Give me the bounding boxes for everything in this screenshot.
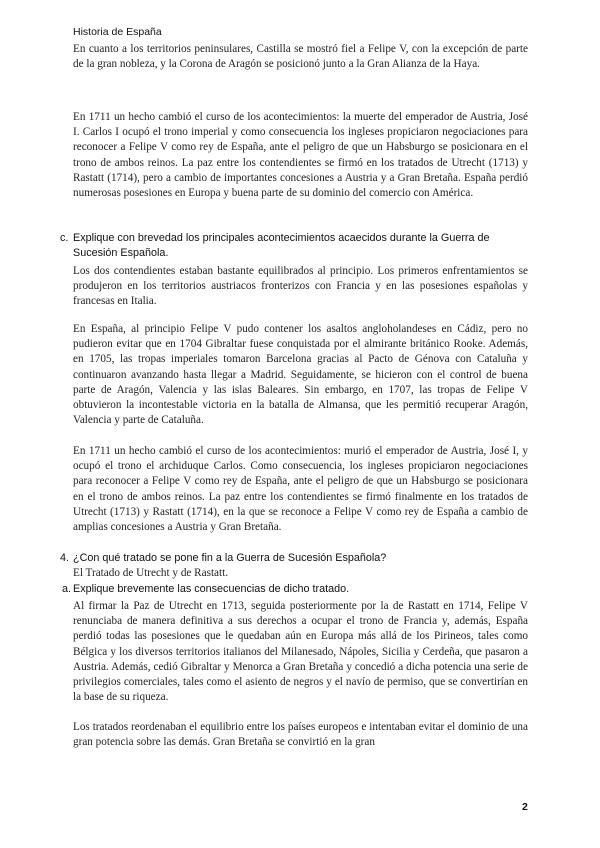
- question-c: [60, 231, 530, 261]
- question-4-text: ¿Con qué tratado se pone fin a la Guerra de Sucesión Española?: [73, 552, 387, 564]
- paragraph-1711-jose: En 1711 un hecho cambió el curso de los acontecimientos: murió el emperador de Austria, José I, y ocupó el trono el archiduque Carlos. Como consecuencia, los ingleses propiciaron negociaciones para reconocer a Felipe V como rey de España, ante el peligro de que un Habsburgo se posicionara en el trono de ambos reinos. La paz entre los contendientes se firmó finalmente en los tratados de Utrecht (1713) y Rastatt (1714), en la que se reconoce a Felipe V como rey de España a cambio de amplias concesiones a Austria y Gran Bretaña.: [73, 445, 528, 534]
- paragraph-castilla-aragon: En cuanto a los territorios peninsulares, Castilla se mostró fiel a Felipe V, con la excepción de parte de la gran nobleza, y la Corona de Aragón se posicionó junto a la Gran Alianza de la Haya.: [73, 43, 528, 71]
- paragraph-paz-utrecht: Al firmar la Paz de Utrecht en 1713, seguida posteriormente por la de Rastatt en 1714, Felipe V renunciaba de manera definitiva a sus derechos a ocupar el trono de Francia y, además, España perdió todas las posesiones que le quedaban aún en Europa más allá de los Pirineos, tales como Bélgica y los diversos territorios italianos del Milanesado, Nápoles, Sicilia y Cerdeña, que pasaron a Austria. Además, cedió Gibraltar y Menorca a Gran Bretaña y concedió a dicha potencia una serie de privilegios comerciales, tales como el asiento de negros y el navío de permiso, que se convertirían en la base de su riqueza.: [73, 600, 528, 704]
- paragraph-contendientes: Los dos contendientes estaban bastante equilibrados al principio. Los primeros enfrentamientos se produjeron en los territorios austriacos fronterizos con Francia y en las posesiones españolas y francesas en Italia.: [73, 265, 528, 308]
- page-number: 2: [522, 801, 528, 813]
- question-4-marker: 4.: [60, 552, 70, 564]
- paragraph-espana-guerra: En España, al principio Felipe V pudo contener los asaltos angloholandeses en Cádiz, pero no pudieron evitar que en 1704 Gibraltar fuese conquistada por el almirante británico Rooke. Además, en 1705, las tropas imperiales tomaron Barcelona gracias al Pacto de Génova con Cataluña y continuaron avanzando hasta llegar a Madrid. Seguidamente, se hicieron con el control de buena parte de Aragón, Valencia y las islas Baleares. Sin embargo, en 1707, las tropas de Felipe V obtuvieron la incontestable victoria en la batalla de Almansa, que les permitió recuperar Aragón, Valencia y parte de Cataluña.: [73, 323, 528, 427]
- question-c-marker: c.: [60, 232, 69, 244]
- document-header-title: Historia de España: [73, 26, 162, 38]
- question-4: [60, 551, 530, 566]
- answer-4: El Tratado de Utrecht y de Rastatt.: [73, 567, 229, 579]
- question-a-text: Explique brevemente las consecuencias de dicho tratado.: [73, 583, 350, 595]
- question-c-text: Explique con brevedad los principales acontecimientos acaecidos durante la Guerra de Sucesión Española.: [73, 232, 490, 260]
- paragraph-1711-event: En 1711 un hecho cambió el curso de los acontecimientos: la muerte del emperador de Austria, José I. Carlos I ocupó el trono imperial y como consecuencia los ingleses propiciaron negociaciones para reconocer a Felipe V como rey de España, ante el peligro de que un Habsburgo se posicionara en el trono de ambos reinos. La paz entre los contendientes se firmó en los tratados de Utrecht (1713) y Rastatt (1714), pero a cambio de importantes concesiones a Austria y a Gran Bretaña. España perdió numerosas posesiones en Europa y buena parte de su dominio del comercio con América.: [73, 111, 528, 200]
- question-a-marker: a.: [62, 583, 72, 595]
- question-a: [62, 582, 532, 597]
- paragraph-equilibrio: Los tratados reordenaban el equilibrio entre los países europeos e intentaban evitar el dominio de una gran potencia sobre las demás. Gran Bretaña se convirtió en la gran: [73, 721, 528, 749]
